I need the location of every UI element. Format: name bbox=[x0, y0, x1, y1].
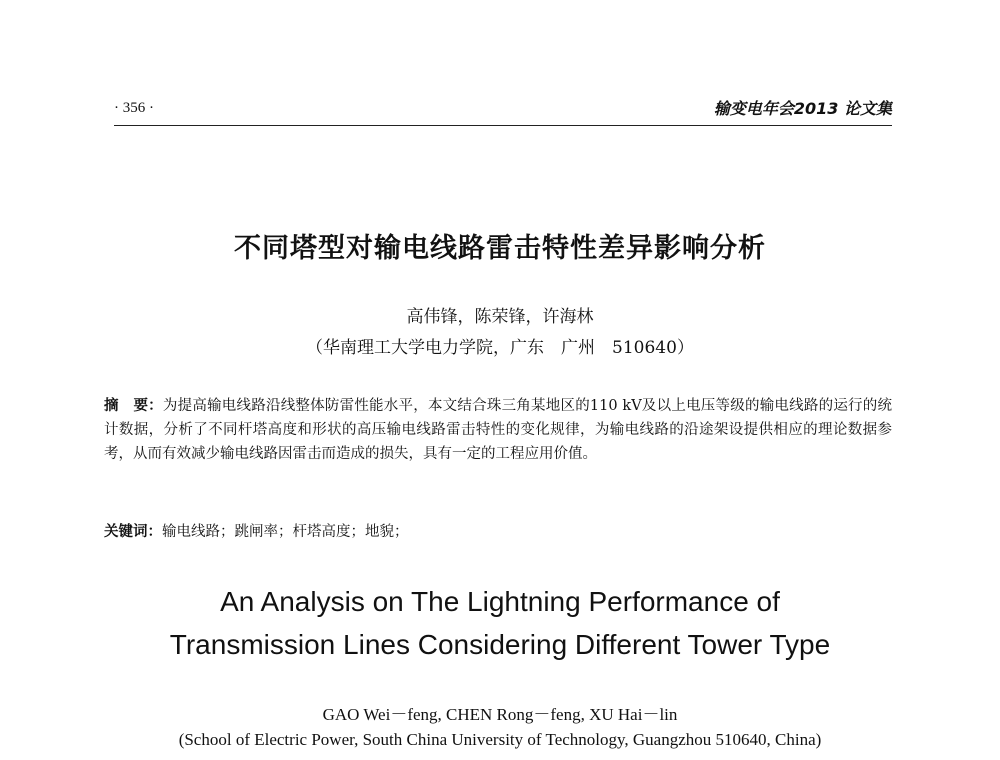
keywords-text: 输电线路；跳闸率；杆塔高度；地貌； bbox=[162, 524, 409, 540]
affiliation-chinese: （华南理工大学电力学院，广东 广州 510640） bbox=[306, 338, 694, 358]
title-english-line1: An Analysis on The Lightning Performance of bbox=[220, 586, 780, 617]
authors-english: GAO Wei－feng, CHEN Rong－feng, XU Hai－lin bbox=[322, 705, 678, 724]
journal-title: 输变电年会2013 论文集 bbox=[713, 99, 892, 118]
page-number: · 356 · bbox=[114, 100, 154, 116]
keywords-label: 关键词： bbox=[104, 524, 162, 540]
affiliation-english: (School of Electric Power, South China University of Technology, Guangzhou 510640, China) bbox=[178, 730, 822, 749]
abstract bbox=[104, 394, 892, 466]
title-chinese: 不同塔型对输电线路雷击特性差异影响分析 bbox=[234, 233, 766, 264]
page-header bbox=[114, 96, 892, 122]
authors-chinese: 高伟锋，陈荣锋，许海林 bbox=[406, 307, 594, 327]
abstract-label: 摘 要： bbox=[104, 398, 163, 414]
title-english-line2: Transmission Lines Considering Different Tower Type bbox=[169, 629, 831, 660]
title-english bbox=[0, 580, 1000, 666]
keywords bbox=[104, 520, 892, 541]
header-rule bbox=[114, 125, 892, 126]
abstract-text: 为提高输电线路沿线整体防雷性能水平，本文结合珠三角某地区的110 kV及以上电压等级的输电线路的运行的统计数据，分析了不同杆塔高度和形状的高压输电线路雷击特性的变化规律，为输电线路的沿途架设提供相应的理论数据参考，从而有效减少输电线路因雷击而造成的损失，具有一定的工程应用价值。 bbox=[104, 398, 892, 462]
